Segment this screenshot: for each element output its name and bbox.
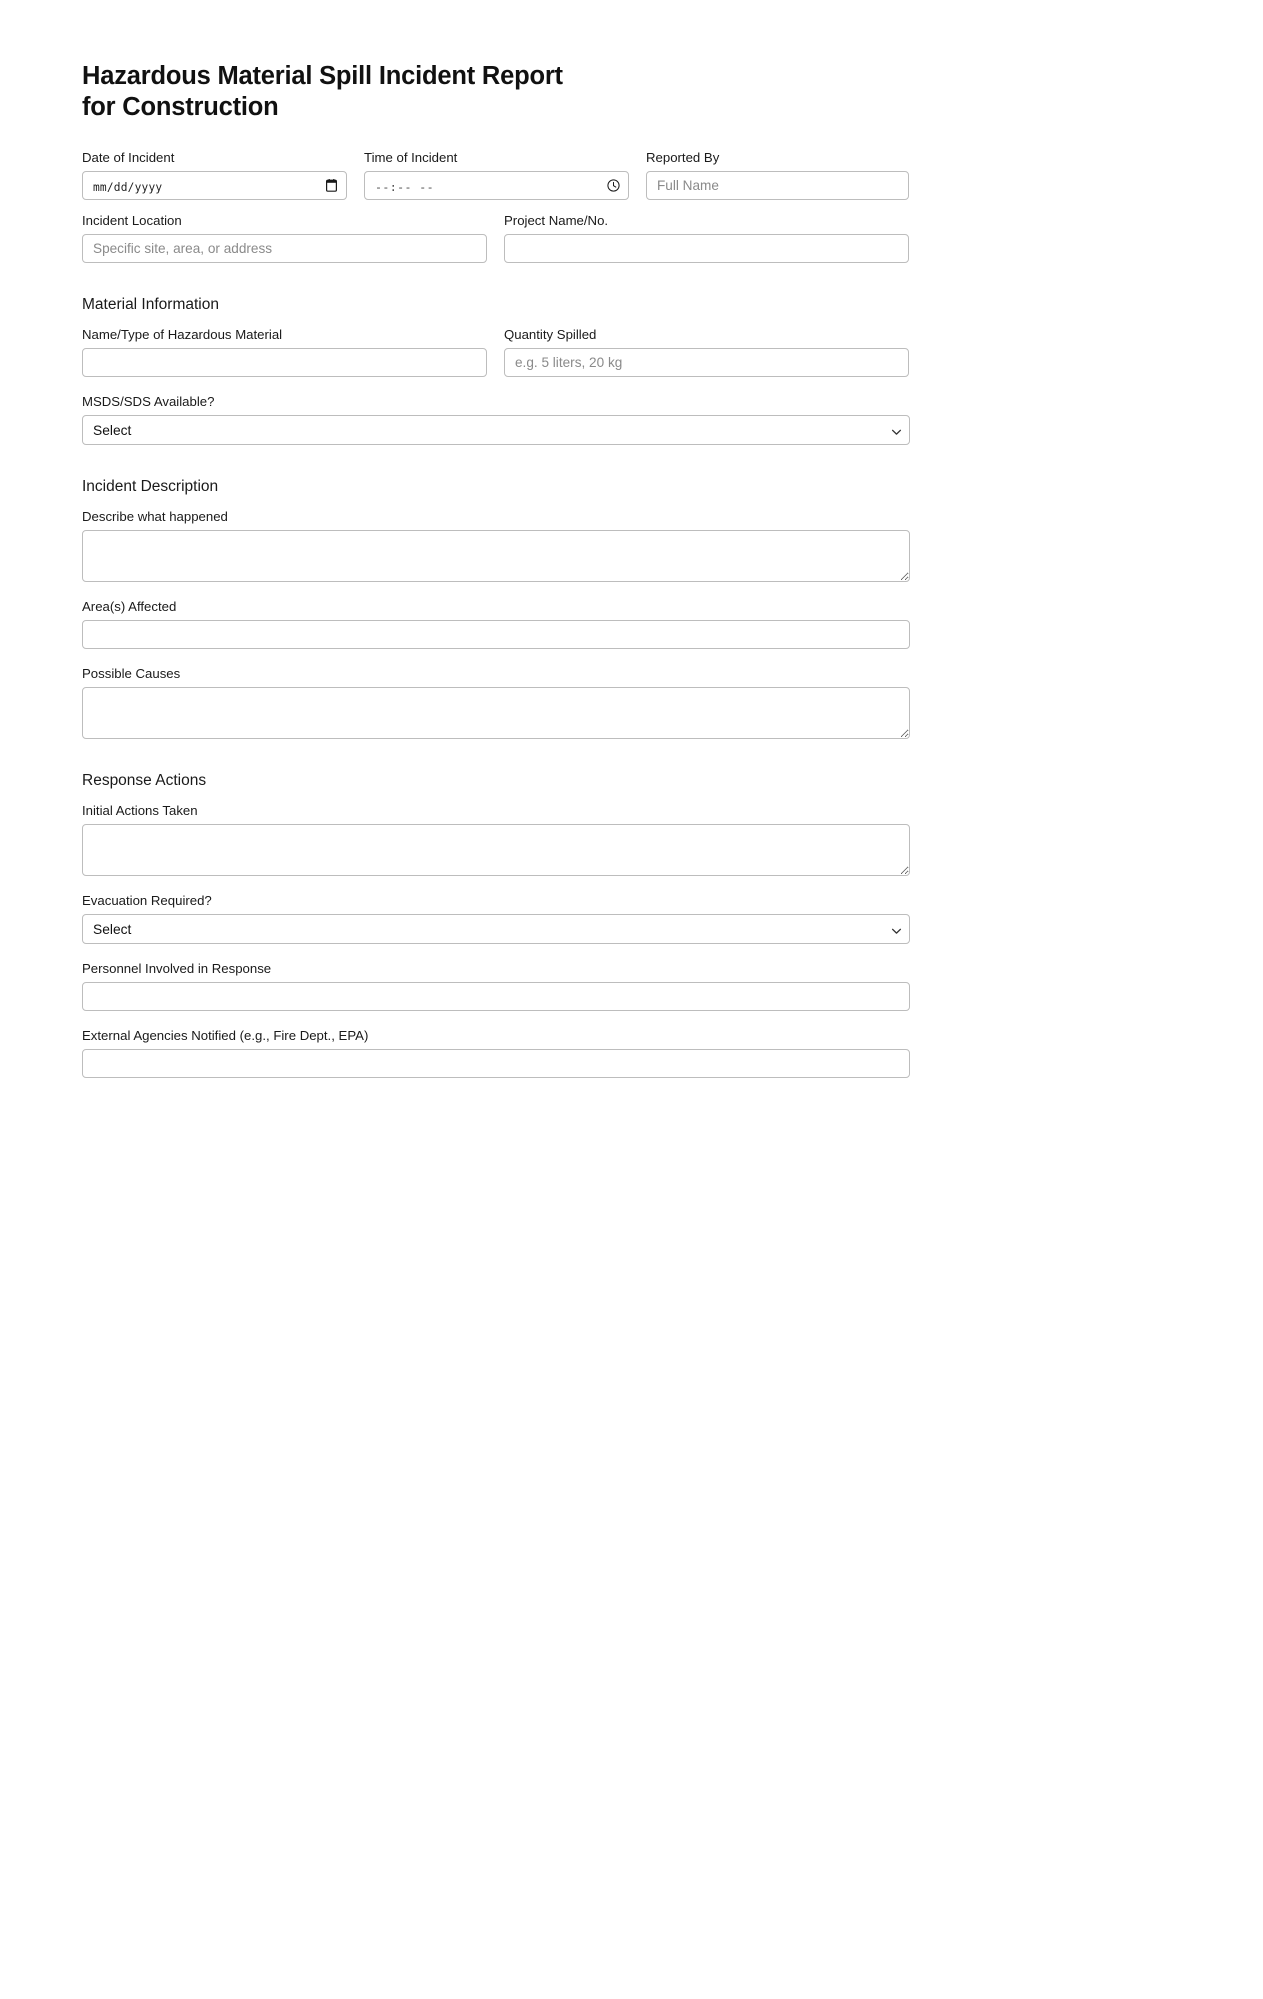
evacuation-required-select[interactable] <box>82 914 910 944</box>
label-material-name: Name/Type of Hazardous Material <box>82 327 283 342</box>
label-msds-available: MSDS/SDS Available? <box>82 394 215 409</box>
time-of-incident-input[interactable] <box>364 171 629 200</box>
incident-header-row-2 <box>82 213 910 263</box>
incident-location-input[interactable] <box>82 234 487 263</box>
material-name-input[interactable] <box>82 348 487 377</box>
describe-what-happened-textarea[interactable] <box>82 530 910 582</box>
label-personnel-involved: Personnel Involved in Response <box>82 961 272 976</box>
label-quantity-spilled: Quantity Spilled <box>504 327 597 342</box>
form-container <box>82 64 910 1078</box>
field-initial-actions-taken <box>82 803 910 876</box>
reported-by-input[interactable] <box>646 171 909 200</box>
msds-select-wrap <box>82 415 910 445</box>
field-areas-affected <box>82 599 910 649</box>
label-possible-causes: Possible Causes <box>82 666 181 681</box>
date-of-incident-input[interactable] <box>82 171 347 200</box>
field-reported-by <box>646 150 909 200</box>
date-placeholder-tokens: mm/dd/yyyy <box>93 181 163 194</box>
section-heading-response-actions: Response Actions <box>82 772 207 789</box>
field-possible-causes <box>82 666 910 739</box>
field-external-agencies-notified <box>82 1028 910 1078</box>
section-heading-incident-description: Incident Description <box>82 478 219 495</box>
date-input-wrap <box>82 171 347 200</box>
initial-actions-taken-textarea[interactable] <box>82 824 910 876</box>
label-date-of-incident: Date of Incident <box>82 150 175 165</box>
label-describe-what-happened: Describe what happened <box>82 509 228 524</box>
label-reported-by: Reported By <box>646 150 720 165</box>
label-time-of-incident: Time of Incident <box>364 150 458 165</box>
field-describe-what-happened <box>82 509 910 582</box>
external-agencies-notified-input[interactable] <box>82 1049 910 1078</box>
page-title <box>82 64 910 120</box>
section-heading-material-information: Material Information <box>82 296 219 313</box>
time-input-wrap <box>364 171 629 200</box>
field-incident-location <box>82 213 487 263</box>
label-incident-location: Incident Location <box>82 213 182 228</box>
label-external-agencies-notified: External Agencies Notified (e.g., Fire Dept., EPA) <box>82 1028 369 1043</box>
incident-header-row-1 <box>82 150 910 200</box>
label-areas-affected: Area(s) Affected <box>82 599 177 614</box>
field-date-of-incident <box>82 150 347 200</box>
time-placeholder-tokens: --:-- -- <box>375 180 435 194</box>
label-initial-actions-taken: Initial Actions Taken <box>82 803 198 818</box>
field-personnel-involved <box>82 961 910 1011</box>
section-material-information <box>82 296 910 445</box>
field-project-name <box>504 213 909 263</box>
areas-affected-input[interactable] <box>82 620 910 649</box>
label-evacuation-required: Evacuation Required? <box>82 893 212 908</box>
label-project-name: Project Name/No. <box>504 213 609 228</box>
field-material-name <box>82 327 487 377</box>
field-evacuation-required <box>82 893 910 944</box>
section-incident-description <box>82 478 910 739</box>
field-quantity-spilled <box>504 327 909 377</box>
page-title-line-1: Hazardous Material Spill Incident Report <box>82 62 563 90</box>
field-time-of-incident <box>364 150 629 200</box>
page-title-line-2: for Construction <box>82 92 279 121</box>
field-msds-available <box>82 394 910 445</box>
msds-available-select[interactable] <box>82 415 910 445</box>
personnel-involved-input[interactable] <box>82 982 910 1011</box>
project-name-input[interactable] <box>504 234 909 263</box>
evacuation-select-wrap <box>82 914 910 944</box>
quantity-spilled-input[interactable] <box>504 348 909 377</box>
possible-causes-textarea[interactable] <box>82 687 910 739</box>
section-response-actions <box>82 772 910 1078</box>
material-row-1 <box>82 327 910 377</box>
